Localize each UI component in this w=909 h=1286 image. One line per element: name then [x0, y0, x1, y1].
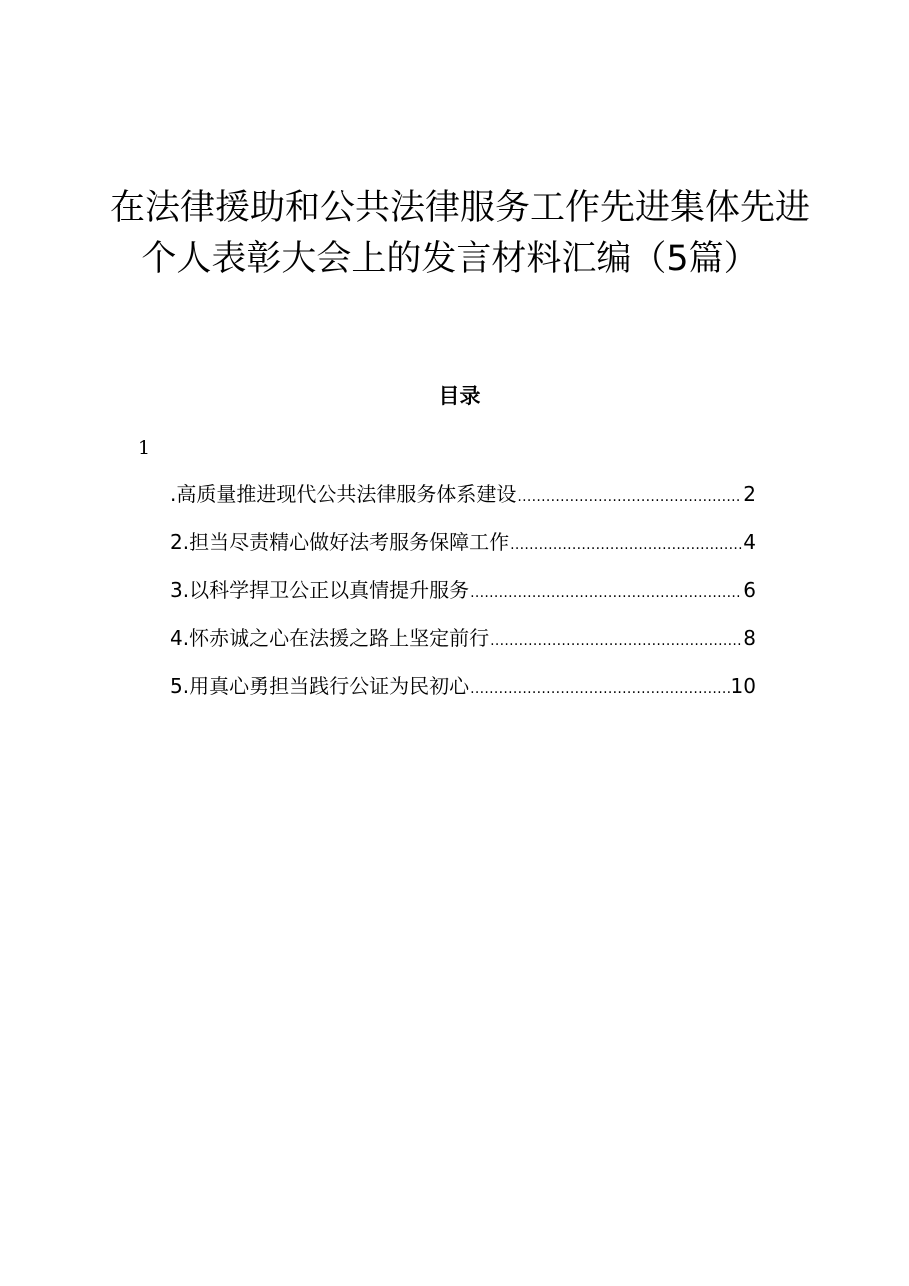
toc-heading: 目录	[438, 383, 481, 408]
toc-entry-page: 2	[743, 482, 756, 506]
toc-entry-3[interactable]	[170, 576, 756, 624]
toc-entry-page: 4	[743, 530, 756, 554]
toc-leader-dots	[470, 675, 729, 703]
toc-entry-4[interactable]	[170, 624, 756, 672]
toc-entry-5[interactable]	[170, 672, 756, 720]
toc-entry-page: 8	[743, 626, 756, 650]
toc-entry-title: 2.担当尽责精心做好法考服务保障工作	[170, 530, 510, 554]
toc-leader-dots	[470, 579, 742, 607]
toc-entry-1[interactable]	[170, 480, 756, 528]
toc-entry-page: 10	[730, 674, 756, 698]
toc-leader-dots	[490, 627, 742, 655]
toc-entry-2[interactable]	[170, 528, 756, 576]
toc-entry-title: 4.怀赤诚之心在法援之路上坚定前行	[170, 626, 490, 650]
toc-leader-dots	[517, 483, 742, 511]
toc-entry-title: .高质量推进现代公共法律服务体系建设	[170, 482, 517, 506]
toc-entry-title: 3.以科学捍卫公正以真情提升服务	[170, 578, 470, 602]
toc-entry-page: 6	[743, 578, 756, 602]
document-title-line-2: 个人表彰大会上的发言材料汇编（5篇）	[141, 239, 759, 279]
toc-leader-dots	[510, 531, 742, 559]
document-title-line-1: 在法律援助和公共法律服务工作先进集体先进	[109, 188, 810, 228]
toc-entry-title: 5.用真心勇担当践行公证为民初心	[170, 674, 470, 698]
list-number: 1	[138, 437, 151, 459]
table-of-contents	[170, 480, 756, 720]
